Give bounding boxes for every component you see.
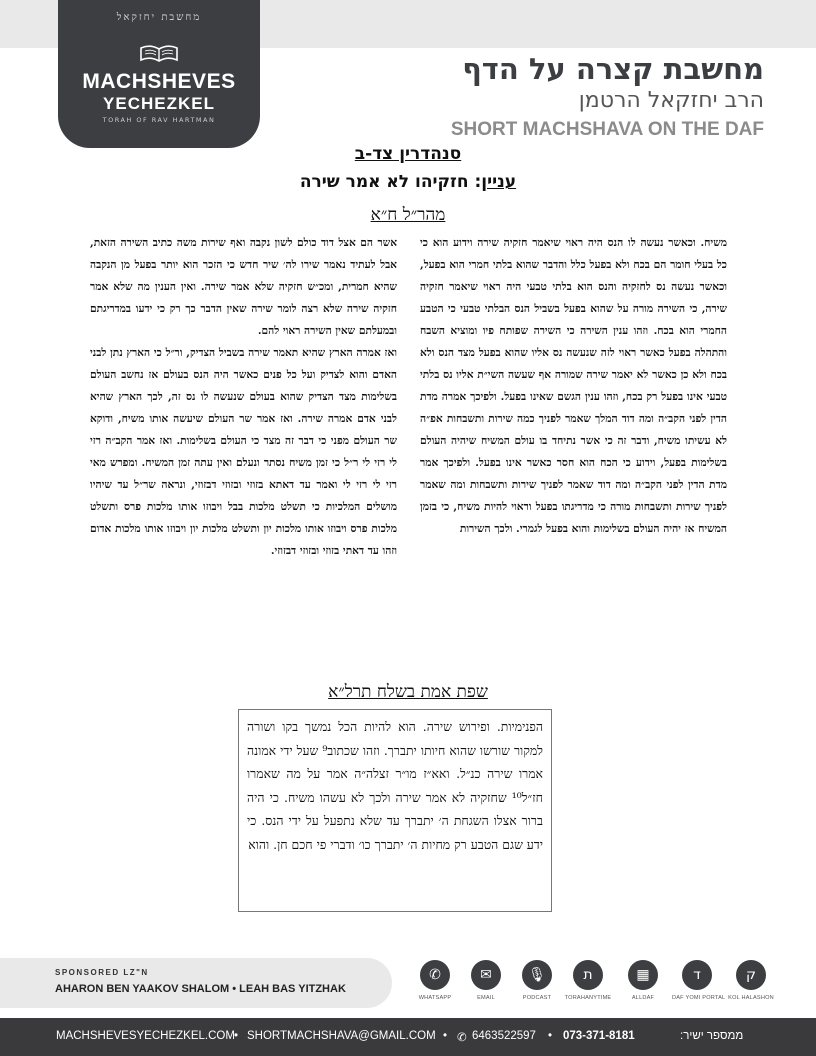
- direct-number-label: ממספר ישיר:: [680, 1030, 744, 1042]
- kolhalashon-icon: ק: [736, 960, 766, 990]
- page-title-english: SHORT MACHSHAVA ON THE DAF: [450, 119, 764, 140]
- section-2-title-text: שפת אמת בשלח תרל״א: [328, 682, 488, 702]
- sponsor-label: SPONSORED LZ"N: [55, 968, 149, 977]
- email-link[interactable]: [461, 960, 511, 1001]
- torahanytime-link[interactable]: [563, 960, 613, 1001]
- quote-box: [238, 709, 552, 912]
- daf-text: סנהדרין צד-ב: [354, 144, 462, 164]
- whatsapp-label: WHATSAPP: [418, 995, 452, 1001]
- column-right-text: משיח. וכאשר נעשה לו הנס היה ראוי שיאמר חזקיה שירה וידוע הוא כי כל בעלי חומר הם בכח ולא בפעל כלל והדבר שהוא בלתי חמרי הוא בפעל, וכאשר נעשה נס לחזקיה והנס הוא בלתי טבעי היה ראוי שיאמר חזקיה שירה, כי השירה מורה על שהוא בפעל בשביל הנס הבלתי טבעי כי הטבע החמרי הוא בכח. וזהו ענין השירה כי השירה שפותח פיו ומוציא השבח והתהלה בפעל כאשר ראוי לזה שנעשה נס אליו שהוא בפעל מצד הנס ולא בכח ולא כן כאשר לא יאמר שירה שמורה אף שעשה השי״ת אליו נס בלתי טבעי אינו בפעל רק בכח, וזהו ענין הגשם שאינו בפעל. ולפיכך אמרה מדת הדין לפני הקב״ה ומה דוד המלך שאמר לפניך כמה שירות ותשבחות אפ״ה לא עשיתו משיח, ודבר זה כי אשר נתיחד בו עולם המשיח שיהיה העולם בשלימות בפעל, וידוע כי הכח הוא חסר כאשר אינו בפעל. ולפיכך אמר מדת הדין לפני הקב״ה ומה דוד שאמר לפניך שירות ותשבחות ומה שאמר לפניך שירות ותשבחות מורה כי מדריגתו בפעל וראוי להיות משיח, כי בזמן המשיח אז יהיה העולם בשלימות והוא בפעל לגמרי. ולכך השירות: [420, 237, 727, 535]
- kolhalashon-link[interactable]: [726, 960, 776, 1001]
- topic-line: [0, 172, 816, 192]
- whatsapp-number-link[interactable]: 6463522597: [472, 1030, 536, 1042]
- footer-separator-3: •: [548, 1030, 553, 1042]
- topic-label: עניין: [481, 172, 517, 192]
- footer-separator-2: •: [443, 1030, 448, 1042]
- logo-hebrew: מחשבת יחזקאל: [116, 12, 202, 23]
- section-1-title-text: מהר״ל ח״א: [370, 205, 446, 225]
- column-left-paragraph-2: ואז אמרה הארץ שהיא תאמר שירה בשביל הצדיק, ור״ל כי הארץ נתן לבני האדם והוא לצדיק ועל כל פנים כאשר היה הנס בעולם אז נחשב העולם בשלימות מצד הצדיק שהוא בעולם שנעשה לו נס זה, לכך הארץ שהיא לבני אדם אמרה שירה. ואז אמר שר העולם שיעשה אותו משיח, ודוקא שר העולם מפני כי דבר זה מצד כי העולם בשלימות. ואז אמר הקב״ה רזי לי רזי לי ר״ל כי זמן משיח נסתר ונעלם ואין עתה זמן המשיח. ומפרש מאי רזי לי רזי לי ואמר עד דאתא בזוזי ובזוזי דבזוזי, ונראה שר״ל עד שיהיו מושלים המלכיות כי תשלט מלכות בבל ויבוזו אותו מלכות פרס ותשלט מלכות פרס ויבוזו אותו מלכות יון ותשלט מלכות יון ויבוזו אותו מלכות אדום וזהו עד דאתי בזוזי ובזוזי דבזוזי.: [90, 347, 397, 557]
- topic-colon: :: [468, 172, 482, 192]
- text-column-left: [90, 232, 397, 562]
- dafyomi-portal-icon: ד: [682, 960, 712, 990]
- whatsapp-link[interactable]: [410, 960, 460, 1001]
- column-left-paragraph-1: אשר הם אצל דוד כולם לשון נקבה ואף שירות משה כתיב השירה הזאת, אבל לעתיד נאמר שירו לה׳ שיר חדש כי הזכר הוא יותר בפעל מן הנקבה שהיא חמרית, ומכ״ש חזקיה שלא אמר שירה. ואין הענין מה שלא אמר חזקיה שירה שלא רצה לומר שירה שאין הדבר כך רק כי ידעו במדריגתם ובמעלתם שאין השירה ראוי להם.: [90, 237, 397, 337]
- torahanytime-icon: ת: [573, 960, 603, 990]
- email-label: EMAIL: [477, 995, 495, 1001]
- section-1-title: [0, 205, 816, 225]
- whatsapp-icon: ✆: [420, 960, 450, 990]
- platform-links: [410, 960, 780, 1010]
- sponsor-names: AHARON BEN YAAKOV SHALOM • LEAH BAS YITZHAK: [55, 983, 346, 995]
- email-icon: ✉: [471, 960, 501, 990]
- footer-separator-1: •: [234, 1030, 239, 1042]
- kolhalashon-label: KOL HALASHON: [728, 995, 774, 1001]
- alldaf-icon: ▦: [628, 960, 658, 990]
- direct-number[interactable]: 073-371-8181: [563, 1030, 635, 1042]
- author-name: הרב יחזקאל הרטמן: [578, 88, 764, 113]
- alldaf-label: ALLDAF: [631, 995, 655, 1001]
- footer-bar: [0, 1018, 816, 1056]
- dafyomi-portal-link[interactable]: [672, 960, 726, 1001]
- text-column-right: [420, 232, 727, 540]
- torahanytime-label: TORAHANYTIME: [564, 995, 612, 1001]
- podcast-icon: 🎙: [522, 960, 552, 990]
- logo-line-1: MACHSHEVES: [82, 70, 236, 93]
- sponsor-banner: [0, 958, 392, 1008]
- open-book-icon: [139, 42, 179, 64]
- quote-text: הפנימיות. ופירוש שירה. הוא להיות הכל נמשך בקו ושורה למקור שורשו שהוא חיותו יתברך. וזהו שכתוב⁹ שעל ידי אמונה אמרו שירה כנ״ל. ואא״ז מו״ר זצלה״ה אמר על מה שאמרו חז״ל¹⁰ שחזקיה לא אמר שירה ולכך לא עשהו משיח. כי היה ברור אצלו השגחת ה׳ יתברך עד שלא נתפעל על ידי הנס. כי ידע שגם הטבע רק מחיות ה׳ יתברך כו׳ ודברי פי חכם חן. והוא: [247, 719, 543, 852]
- daf-reference: [0, 144, 816, 164]
- topic-text: חזקיהו לא אמר שירה: [299, 172, 469, 192]
- logo-line-2: YECHEZKEL: [103, 94, 215, 113]
- logo: [58, 0, 260, 148]
- logo-tagline: TORAH OF RAV HARTMAN: [102, 116, 216, 124]
- alldaf-link[interactable]: [618, 960, 668, 1001]
- section-2-title: [0, 682, 816, 702]
- email-address-link[interactable]: SHORTMACHSHAVA@GMAIL.COM: [247, 1030, 436, 1042]
- website-link[interactable]: MACHSHEVESYECHEZKEL.COM: [56, 1030, 235, 1042]
- dafyomi-portal-label: DAF YOMI PORTAL: [672, 995, 726, 1001]
- whatsapp-small-icon: ✆: [457, 1032, 467, 1044]
- podcast-label: PODCAST: [522, 995, 552, 1001]
- page-title-hebrew: מחשבת קצרה על הדף: [462, 52, 764, 86]
- podcast-link[interactable]: [512, 960, 562, 1001]
